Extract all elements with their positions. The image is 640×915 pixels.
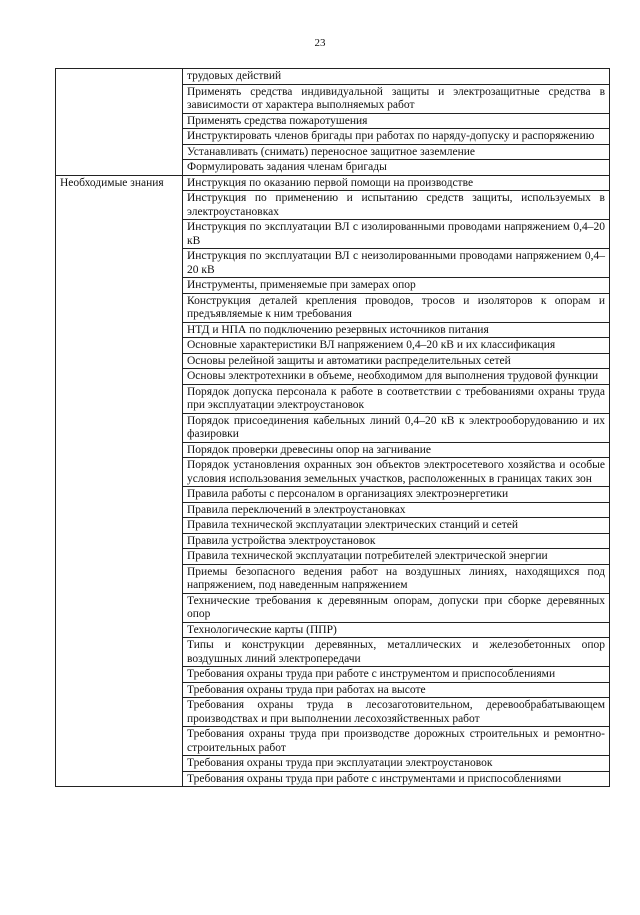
item-cell: Инструменты, применяемые при замерах опор	[183, 278, 610, 294]
item-cell: Требования охраны труда в лесозаготовительном, деревообрабатывающем производствах и при выполнении лесохозяйственных работ	[183, 698, 610, 727]
table-row	[56, 69, 610, 85]
item-cell: Инструкция по применению и испытанию средств защиты, используемых в электроустановках	[183, 191, 610, 220]
item-cell: Требования охраны труда при работе с инструментом и приспособлениями	[183, 667, 610, 683]
item-cell: трудовых действий	[183, 69, 610, 85]
item-cell: Конструкция деталей крепления проводов, тросов и изоляторов к опорам и предъявляемые к ним требования	[183, 293, 610, 322]
item-cell: Требования охраны труда при производстве дорожных строительных и ремонтно-строительных работ	[183, 727, 610, 756]
item-cell: Основы релейной защиты и автоматики распределительных сетей	[183, 353, 610, 369]
item-cell: Устанавливать (снимать) переносное защитное заземление	[183, 144, 610, 160]
item-cell: Порядок присоединения кабельных линий 0,4–20 кВ к электрооборудованию и их фазировки	[183, 413, 610, 442]
item-cell: Порядок допуска персонала к работе в соответствии с требованиями охраны труда при эксплуатации электроустановок	[183, 384, 610, 413]
item-cell: Применять средства индивидуальной защиты и электрозащитные средства в зависимости от характера выполняемых работ	[183, 84, 610, 113]
requirements-table	[55, 68, 610, 787]
item-cell: Основы электротехники в объеме, необходимом для выполнения трудовой функции	[183, 369, 610, 385]
item-cell: Технологические карты (ППР)	[183, 622, 610, 638]
item-cell: Формулировать задания членам бригады	[183, 160, 610, 176]
item-cell: Технические требования к деревянным опорам, допуски при сборке деревянных опор	[183, 593, 610, 622]
category-cell	[56, 69, 183, 176]
item-cell: НТД и НПА по подключению резервных источников питания	[183, 322, 610, 338]
item-cell: Требования охраны труда при работе с инструментами и приспособлениями	[183, 771, 610, 787]
item-cell: Порядок проверки древесины опор на загнивание	[183, 442, 610, 458]
table-row	[56, 175, 610, 191]
item-cell: Правила устройства электроустановок	[183, 533, 610, 549]
item-cell: Инструкция по эксплуатации ВЛ с неизолированными проводами напряжением 0,4–20 кВ	[183, 249, 610, 278]
item-cell: Типы и конструкции деревянных, металлических и железобетонных опор воздушных линий электропередачи	[183, 638, 610, 667]
item-cell: Правила технической эксплуатации электрических станций и сетей	[183, 518, 610, 534]
item-cell: Требования охраны труда при работах на высоте	[183, 682, 610, 698]
item-cell: Приемы безопасного ведения работ на воздушных линиях, находящихся под напряжением, под наведенным напряжением	[183, 564, 610, 593]
item-cell: Инструкция по оказанию первой помощи на производстве	[183, 175, 610, 191]
item-cell: Правила переключений в электроустановках	[183, 502, 610, 518]
item-cell: Правила работы с персоналом в организациях электроэнергетики	[183, 487, 610, 503]
item-cell: Порядок установления охранных зон объектов электросетевого хозяйства и особые условия использования земельных участков, расположенных в границах таких зон	[183, 458, 610, 487]
item-cell: Инструктировать членов бригады при работах по наряду-допуску и распоряжению	[183, 129, 610, 145]
item-cell: Правила технической эксплуатации потребителей электрической энергии	[183, 549, 610, 565]
item-cell: Основные характеристики ВЛ напряжением 0,4–20 кВ и их классификация	[183, 338, 610, 354]
category-cell: Необходимые знания	[56, 175, 183, 787]
page-number: 23	[314, 37, 326, 49]
item-cell: Инструкция по эксплуатации ВЛ с изолированными проводами напряжением 0,4–20 кВ	[183, 220, 610, 249]
item-cell: Применять средства пожаротушения	[183, 113, 610, 129]
item-cell: Требования охраны труда при эксплуатации электроустановок	[183, 756, 610, 772]
